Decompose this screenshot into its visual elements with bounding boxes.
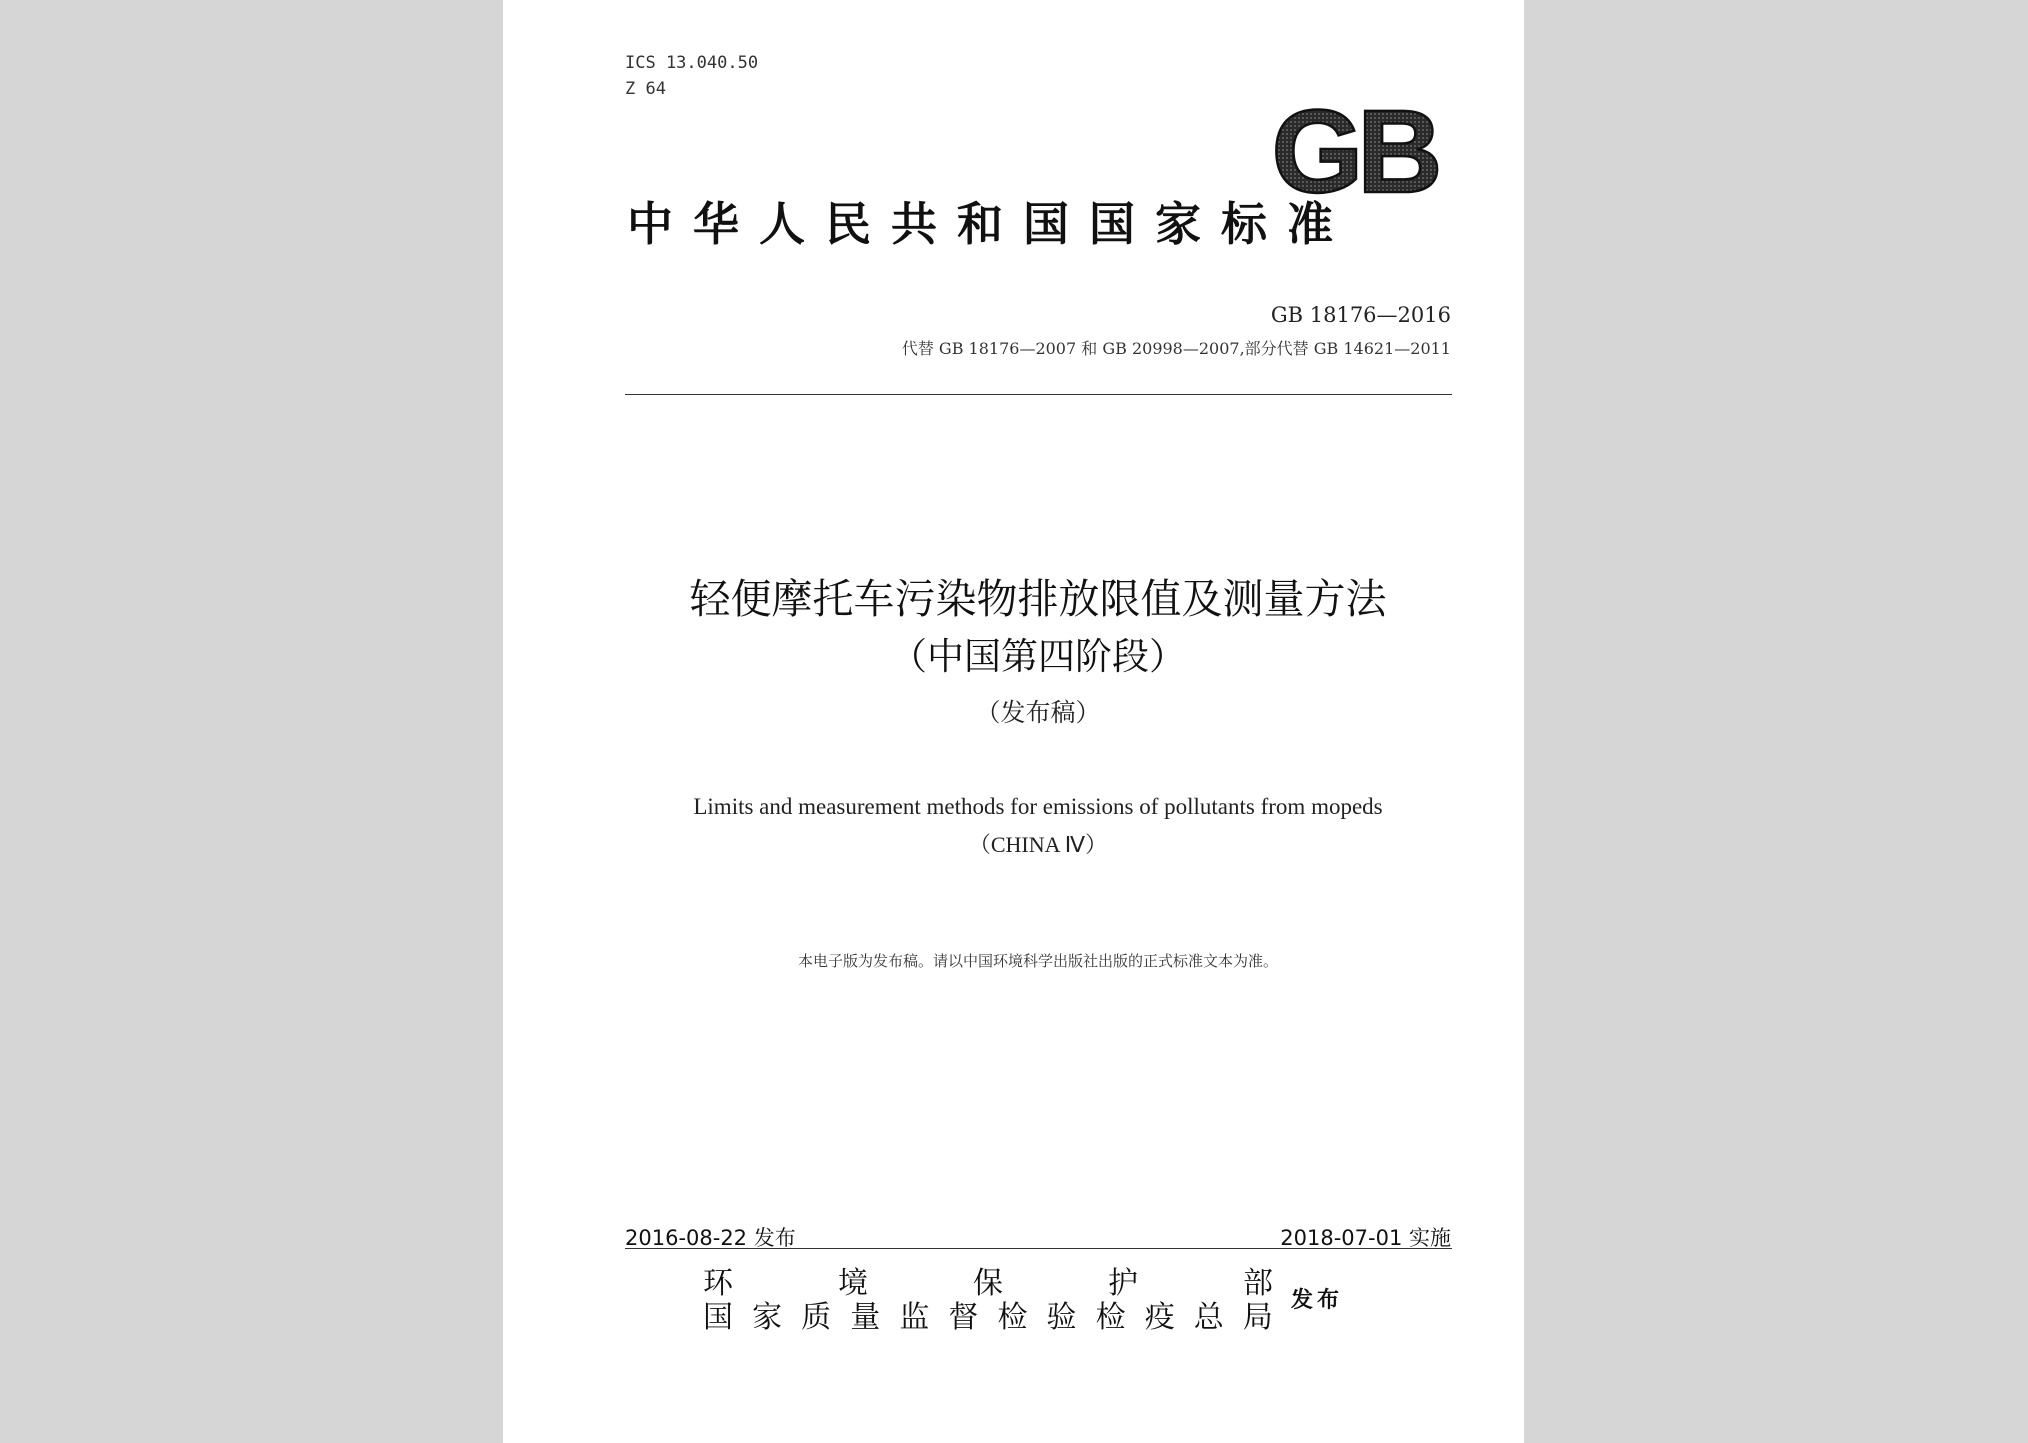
implementation-date: 2018-07-01 实施 bbox=[1280, 1226, 1451, 1250]
draft-label: （发布稿） bbox=[975, 698, 1101, 727]
ics-code: ICS 13.040.50 bbox=[625, 53, 759, 73]
org1-char: 境 bbox=[838, 1266, 868, 1301]
national-standard-heading: 中华人民共和国国家标准 bbox=[627, 197, 1353, 251]
org2-char: 总 bbox=[1193, 1300, 1224, 1335]
org2-char: 国 bbox=[703, 1300, 733, 1335]
gb-logo-text: GB bbox=[1271, 96, 1437, 202]
org2-char: 检 bbox=[1095, 1300, 1126, 1335]
org2-char: 疫 bbox=[1144, 1300, 1175, 1335]
org2-char: 质 bbox=[801, 1300, 832, 1335]
org1-char: 环 bbox=[703, 1266, 733, 1301]
replaces-note: 代替 GB 18176—2007 和 GB 20998—2007,部分代替 GB 14621—2011 bbox=[901, 339, 1451, 358]
document-page bbox=[503, 0, 1524, 1443]
org2-char: 督 bbox=[948, 1300, 979, 1335]
footer-divider bbox=[625, 1248, 1452, 1249]
gb-logo bbox=[1253, 96, 1455, 202]
ccs-code: Z 64 bbox=[625, 79, 666, 99]
org1-char: 护 bbox=[1108, 1266, 1138, 1301]
issue-date: 2016-08-22 发布 bbox=[625, 1226, 796, 1250]
org1-char: 部 bbox=[1243, 1266, 1273, 1301]
header-divider bbox=[625, 394, 1452, 395]
org2-char: 检 bbox=[997, 1300, 1028, 1335]
org2-char: 家 bbox=[752, 1300, 783, 1335]
org2-char: 监 bbox=[899, 1300, 930, 1335]
standard-number: GB 18176—2016 bbox=[1270, 303, 1451, 327]
issued-label: 发布 bbox=[1291, 1288, 1344, 1313]
classification-codes bbox=[625, 50, 758, 102]
title-stage-chinese: （中国第四阶段） bbox=[890, 635, 1186, 678]
org2-char: 量 bbox=[850, 1300, 881, 1335]
org1-char: 保 bbox=[973, 1266, 1003, 1301]
org2-char: 验 bbox=[1046, 1300, 1077, 1335]
title-chinese: 轻便摩托车污染物排放限值及测量方法 bbox=[689, 575, 1387, 623]
title-stage-english: （CHINA Ⅳ） bbox=[968, 832, 1108, 857]
issuing-org-2 bbox=[703, 1292, 1273, 1336]
org2-char: 局 bbox=[1242, 1300, 1273, 1335]
electronic-version-note: 本电子版为发布稿。请以中国环境科学出版社出版的正式标准文本为准。 bbox=[797, 952, 1278, 970]
title-english: Limits and measurement methods for emissions of pollutants from mopeds bbox=[693, 794, 1383, 819]
